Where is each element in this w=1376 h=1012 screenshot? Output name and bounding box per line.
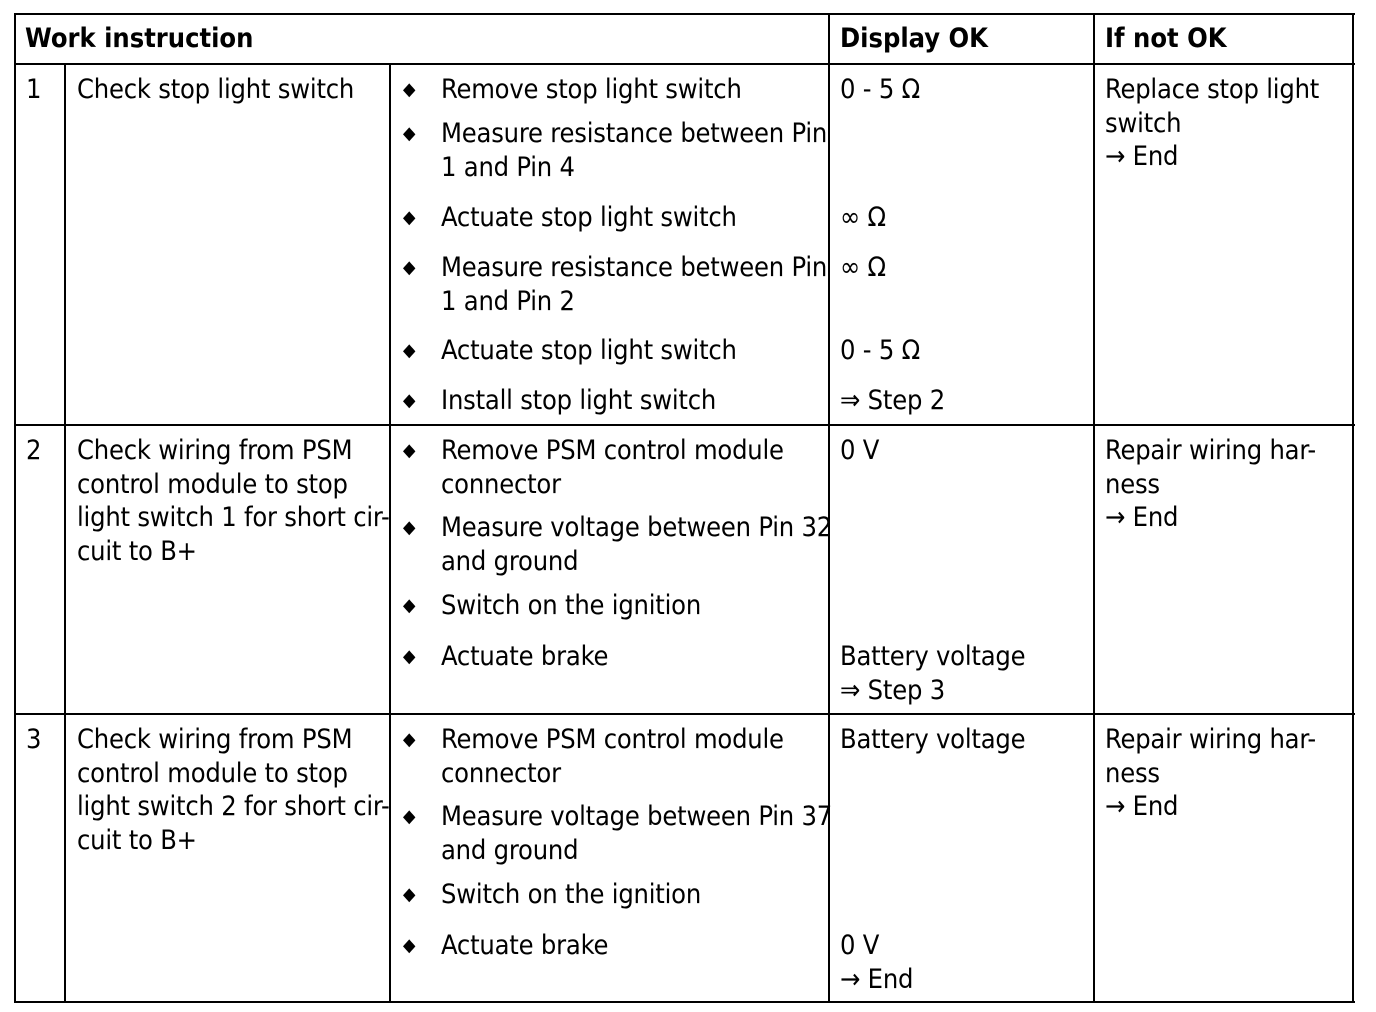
- bullet-icon: ◆: [403, 935, 416, 956]
- action-line: Actuate brake: [441, 930, 609, 961]
- task-description-line: control module to stop: [77, 468, 348, 500]
- bullet-icon: ◆: [403, 79, 416, 100]
- display-ok-value: ⇒ Step 3: [840, 674, 945, 706]
- action-line: Actuate stop light switch: [441, 202, 737, 233]
- action-line: Switch on the ignition: [441, 590, 702, 621]
- if-not-ok-line: switch: [1105, 107, 1182, 139]
- if-not-ok-line: → End: [1105, 141, 1179, 172]
- bullet-icon: ◆: [403, 123, 416, 144]
- bullet-icon: ◆: [403, 390, 416, 411]
- header-if-not-ok: If not OK: [1105, 23, 1227, 54]
- action-line: Measure resistance between Pin: [441, 118, 828, 149]
- task-description-line: cuit to B+: [77, 535, 197, 567]
- action-line: 1 and Pin 2: [441, 285, 575, 317]
- action-line: Measure voltage between Pin 32: [441, 512, 832, 543]
- bullet-icon: ◆: [403, 517, 416, 538]
- col-divider-display: [828, 13, 830, 1003]
- bullet-icon: ◆: [403, 884, 416, 905]
- action-line: Measure voltage between Pin 37: [441, 801, 832, 832]
- table-border-top: [14, 13, 1355, 15]
- bullet-icon: ◆: [403, 440, 416, 461]
- step-number: 1: [26, 74, 42, 105]
- action-line: 1 and Pin 4: [441, 151, 575, 183]
- if-not-ok-line: Repair wiring har-: [1105, 435, 1316, 466]
- action-line: Actuate stop light switch: [441, 335, 737, 366]
- display-ok-value: ⇒ Step 2: [840, 385, 945, 416]
- table-border-left: [14, 13, 16, 1003]
- bullet-icon: ◆: [403, 806, 416, 827]
- if-not-ok-line: → End: [1105, 502, 1179, 533]
- task-description-line: light switch 2 for short cir-: [77, 791, 390, 822]
- action-line: Actuate brake: [441, 641, 609, 672]
- action-line: and ground: [441, 834, 579, 866]
- task-description-line: Check stop light switch: [77, 74, 355, 105]
- display-ok-value: → End: [840, 963, 914, 995]
- header-display-ok: Display OK: [840, 23, 988, 54]
- task-description-line: light switch 1 for short cir-: [77, 502, 390, 533]
- bullet-icon: ◆: [403, 729, 416, 750]
- row-divider-2: [14, 713, 1355, 715]
- action-line: Switch on the ignition: [441, 879, 702, 910]
- header-work-instruction: Work instruction: [25, 23, 254, 54]
- header-divider: [14, 63, 1355, 65]
- display-ok-value: ∞ Ω: [840, 202, 886, 233]
- display-ok-value: 0 V: [840, 930, 880, 961]
- if-not-ok-line: ness: [1105, 757, 1160, 789]
- table-border-right: [1352, 13, 1354, 1003]
- action-line: connector: [441, 757, 561, 789]
- display-ok-value: Battery voltage: [840, 641, 1026, 672]
- col-divider-step: [64, 63, 66, 1003]
- task-description-line: cuit to B+: [77, 824, 197, 856]
- action-line: Remove PSM control module: [441, 724, 784, 755]
- action-line: and ground: [441, 545, 579, 577]
- col-divider-ifnotok: [1093, 13, 1095, 1003]
- if-not-ok-line: ness: [1105, 468, 1160, 500]
- bullet-icon: ◆: [403, 340, 416, 361]
- task-description-line: Check wiring from PSM: [77, 435, 353, 466]
- bullet-icon: ◆: [403, 257, 416, 278]
- row-divider-1: [14, 424, 1355, 426]
- task-description-line: Check wiring from PSM: [77, 724, 353, 755]
- display-ok-value: 0 - 5 Ω: [840, 74, 920, 105]
- action-line: Install stop light switch: [441, 385, 717, 416]
- display-ok-value: 0 - 5 Ω: [840, 335, 920, 366]
- action-line: Measure resistance between Pin: [441, 252, 828, 283]
- action-line: Remove stop light switch: [441, 74, 742, 105]
- if-not-ok-line: Repair wiring har-: [1105, 724, 1316, 755]
- task-description-line: control module to stop: [77, 757, 348, 789]
- table-border-bottom: [14, 1001, 1355, 1003]
- if-not-ok-line: Replace stop light: [1105, 74, 1320, 105]
- if-not-ok-line: → End: [1105, 791, 1179, 822]
- step-number: 3: [26, 724, 42, 755]
- action-line: connector: [441, 468, 561, 500]
- step-number: 2: [26, 435, 42, 466]
- display-ok-value: 0 V: [840, 435, 880, 466]
- action-line: Remove PSM control module: [441, 435, 784, 466]
- bullet-icon: ◆: [403, 646, 416, 667]
- bullet-icon: ◆: [403, 207, 416, 228]
- display-ok-value: ∞ Ω: [840, 252, 886, 283]
- display-ok-value: Battery voltage: [840, 724, 1026, 755]
- bullet-icon: ◆: [403, 595, 416, 616]
